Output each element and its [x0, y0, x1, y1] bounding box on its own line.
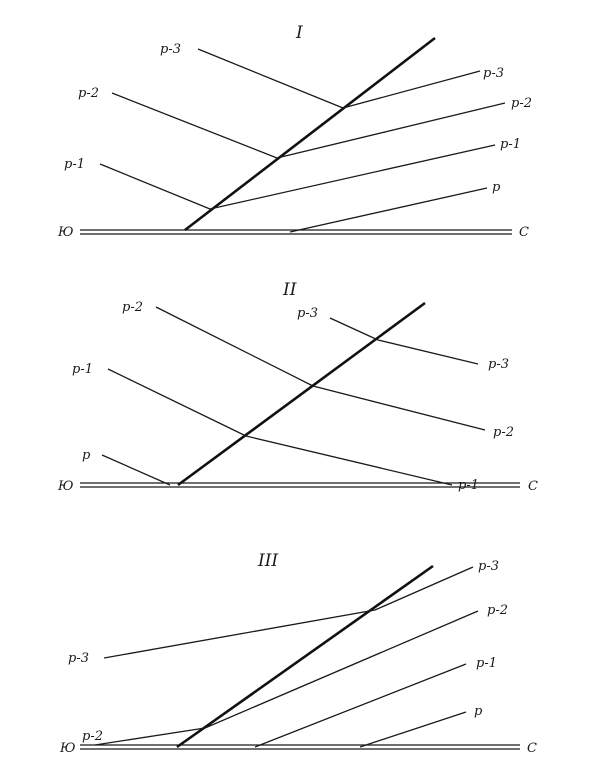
panel-1-label-south: Ю: [58, 225, 74, 240]
panel-3-label-left-p3: р-3: [68, 651, 89, 666]
panel-2-layer-p2-left: [156, 307, 313, 386]
panel-2-label-left-p2: р-2: [122, 300, 143, 315]
panel-3-layer-p2-right: [205, 611, 478, 728]
panel-1-layer-p2-right: [277, 103, 505, 158]
panel-1-layer-p2-left: [112, 93, 277, 158]
panel-1-layer-p1-left: [100, 164, 210, 209]
panel-1-layer-p-right: [290, 188, 487, 232]
panel-1: [57, 23, 532, 240]
panel-1-label-left-p1: р-1: [64, 157, 85, 172]
panel-3-layer-p3-left: [104, 610, 375, 658]
panel-1-label-right-p3: р-3: [483, 66, 504, 81]
panel-1-label-right-p: р: [492, 180, 501, 195]
panel-2-label-right-p2: р-2: [493, 425, 514, 440]
panel-2-title: II: [283, 280, 297, 300]
panel-1-label-right-p1: р-1: [500, 137, 521, 152]
panel-3-label-right-p2: р-2: [487, 603, 508, 618]
panel-3-title: III: [258, 551, 279, 571]
panel-3-layer-p2-left: [95, 728, 205, 745]
panel-1-fault-line: [185, 38, 435, 230]
panel-2-layer-p2-right: [313, 386, 485, 430]
panel-1-label-right-p2: р-2: [511, 96, 532, 111]
panel-3-label-north: С: [527, 741, 537, 756]
panel-2-label-right-p3: р-3: [488, 357, 509, 372]
panel-3-label-right-p3: р-3: [478, 559, 499, 574]
panel-2-fault-line: [178, 303, 425, 485]
panel-2-layer-p1-left: [108, 369, 246, 436]
panel-2-label-left-p1: р-1: [72, 362, 93, 377]
panel-1-layer-p3-left: [198, 49, 343, 108]
panel-3-label-south: Ю: [60, 741, 76, 756]
panel-2-label-north: С: [528, 479, 538, 494]
panel-2-label-south: Ю: [58, 479, 74, 494]
panel-1-label-north: С: [519, 225, 529, 240]
panel-1-layer-p3-right: [343, 71, 480, 108]
panel-2: [57, 280, 538, 494]
panel-3-layer-p1-right: [255, 664, 466, 747]
panel-2-layer-p1-right: [246, 436, 452, 485]
panel-2-label-mid-p3: р-3: [297, 306, 318, 321]
panel-1-title: I: [296, 23, 303, 43]
panel-3: [59, 551, 537, 756]
panel-3-label-left-p2: р-2: [82, 729, 103, 744]
panel-2-label-left-p: р: [82, 448, 91, 463]
panel-1-label-left-p2: р-2: [78, 86, 99, 101]
panel-3-fault-line: [177, 566, 433, 747]
panel-2-label-right-p1: р-1: [458, 478, 479, 493]
panel-3-label-right-p: р: [474, 704, 483, 719]
panel-3-label-right-p1: р-1: [476, 656, 497, 671]
panel-3-layer-p-right: [360, 712, 466, 747]
panel-1-label-left-p3: р-3: [160, 42, 181, 57]
panel-2-layer-p3-right: [378, 340, 478, 364]
panel-2-layer-p-left: [102, 455, 170, 485]
panel-2-layer-p3-left: [330, 318, 378, 340]
